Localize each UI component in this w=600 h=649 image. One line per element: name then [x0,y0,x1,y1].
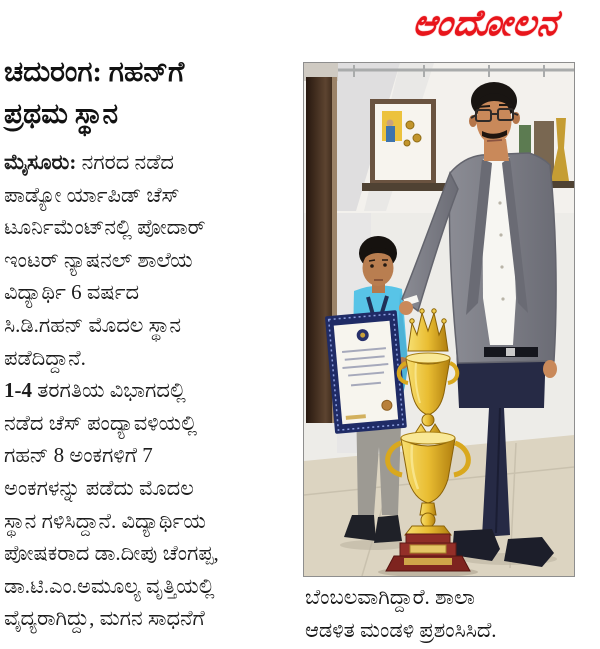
article-body-line: ಪಾಡ್ಯೋ ರ್ಯಾಪಿಡ್ ಚೆಸ್ [4,182,180,207]
medal [406,121,414,129]
article-body-line: ಡಾ.ಟಿ.ಎಂ.ಅಮೂಲ್ಯ ವೃತ್ತಿಯಲ್ಲಿ [4,573,215,598]
headline-line-1: ಚದುರಂಗ: ಗಹನ್‌ಗೆ [4,57,185,88]
boy-shadow [340,540,408,550]
man-hand-on-shoulder [399,301,413,315]
shirt-button [498,201,501,204]
medal [404,140,410,146]
shirt-button [500,265,503,268]
medal [413,134,421,142]
article-body-line: ಅಂಕಗಳನ್ನು ಪಡೆದು ಮೊದಲ [4,475,194,500]
article-body-line: ವಿದ್ಯಾರ್ಥಿ 6 ವರ್ಷದ [4,280,140,305]
crown-tip [410,319,414,323]
article-body-line: ಇಂಟರ್ ನ್ಯಾಷನಲ್ ಶಾಲೆಯ [4,247,193,272]
crown-tip [432,309,436,313]
crown-tip [442,319,446,323]
headline-line-2: ಪ್ರಥಮ ಸ್ಥಾನ [4,99,119,130]
article-body-line: ವೈದ್ಯರಾಗಿದ್ದು, ಮಗನ ಸಾಧನೆಗೆ [4,606,205,631]
man-hand [543,360,557,378]
man-eyebrow [477,106,490,107]
photo-caption [305,581,597,646]
article-body-line: ಟೂರ್ನಿಮೆಂಟ್‌ನಲ್ಲಿ ಪೋದಾರ್ [4,215,206,240]
article-body-line: ಮೈಸೂರು: ನಗರದ ನಡೆದ [4,150,174,174]
article-body [4,146,302,635]
boy-eyebrow [369,260,375,261]
article-headline [4,52,300,136]
article-body-line: ಸ್ಥಾನ ಗಳಿಸಿದ್ದಾನೆ. ವಿದ್ಯಾರ್ಥಿಯ [4,508,206,533]
boy-shoe [374,515,402,543]
figurine-body [386,126,395,142]
trophy-stem-knop [421,513,435,527]
article-body-line: ಪೋಷಕರಾದ ಡಾ.ದೀಪು ಚೆಂಗಪ್ಪ, [4,541,219,566]
certificate-seal [381,400,392,411]
article-body-line: ಸಿ.ಡಿ.ಗಹನ್ ಮೊದಲ ಸ್ಥಾನ [4,312,182,337]
trophy-knop [422,414,434,426]
caption-line-2: ಆಡಳಿತ ಮಂಡಳಿ ಪ್ರಶಂಸಿಸಿದೆ. [305,617,497,642]
boy-eye [370,264,374,268]
figurine-head [387,120,394,127]
belt-buckle [506,348,515,356]
man-mouth [487,140,502,141]
caption-line-1: ಬೆಂಬಲವಾಗಿದ್ದಾರೆ. ಶಾಲಾ [305,585,475,609]
crown-tip [420,309,424,313]
article-body-line: 1-4 ತರಗತಿಯ ವಿಭಾಗದಲ್ಲಿ [4,378,186,403]
certificate [325,310,407,434]
boy-eye [383,263,387,267]
news-photo-illustration [304,63,574,576]
lower-cup-rim [401,432,455,444]
article-body-line: ನಡೆದ ಚೆಸ್ ಪಂದ್ಯಾವಳಿಯಲ್ಲಿ [4,410,198,435]
news-photo [303,62,575,577]
article-body-line: ಪಡೆದಿದ್ದಾನೆ. [4,345,86,370]
newspaper-masthead-logo: ಆಂದೋಲನ [410,3,561,43]
article-body-line: ಗಹನ್ 8 ಅಂಕಗಳಿಗೆ 7 [4,443,153,468]
shirt-button [501,297,504,300]
upper-cup-rim [406,353,450,363]
framed-award-display [362,99,446,191]
shelf-board [362,183,446,191]
shirt-button [499,233,502,236]
base-gold-plaque [410,545,446,553]
base-gold-strip [404,558,452,565]
